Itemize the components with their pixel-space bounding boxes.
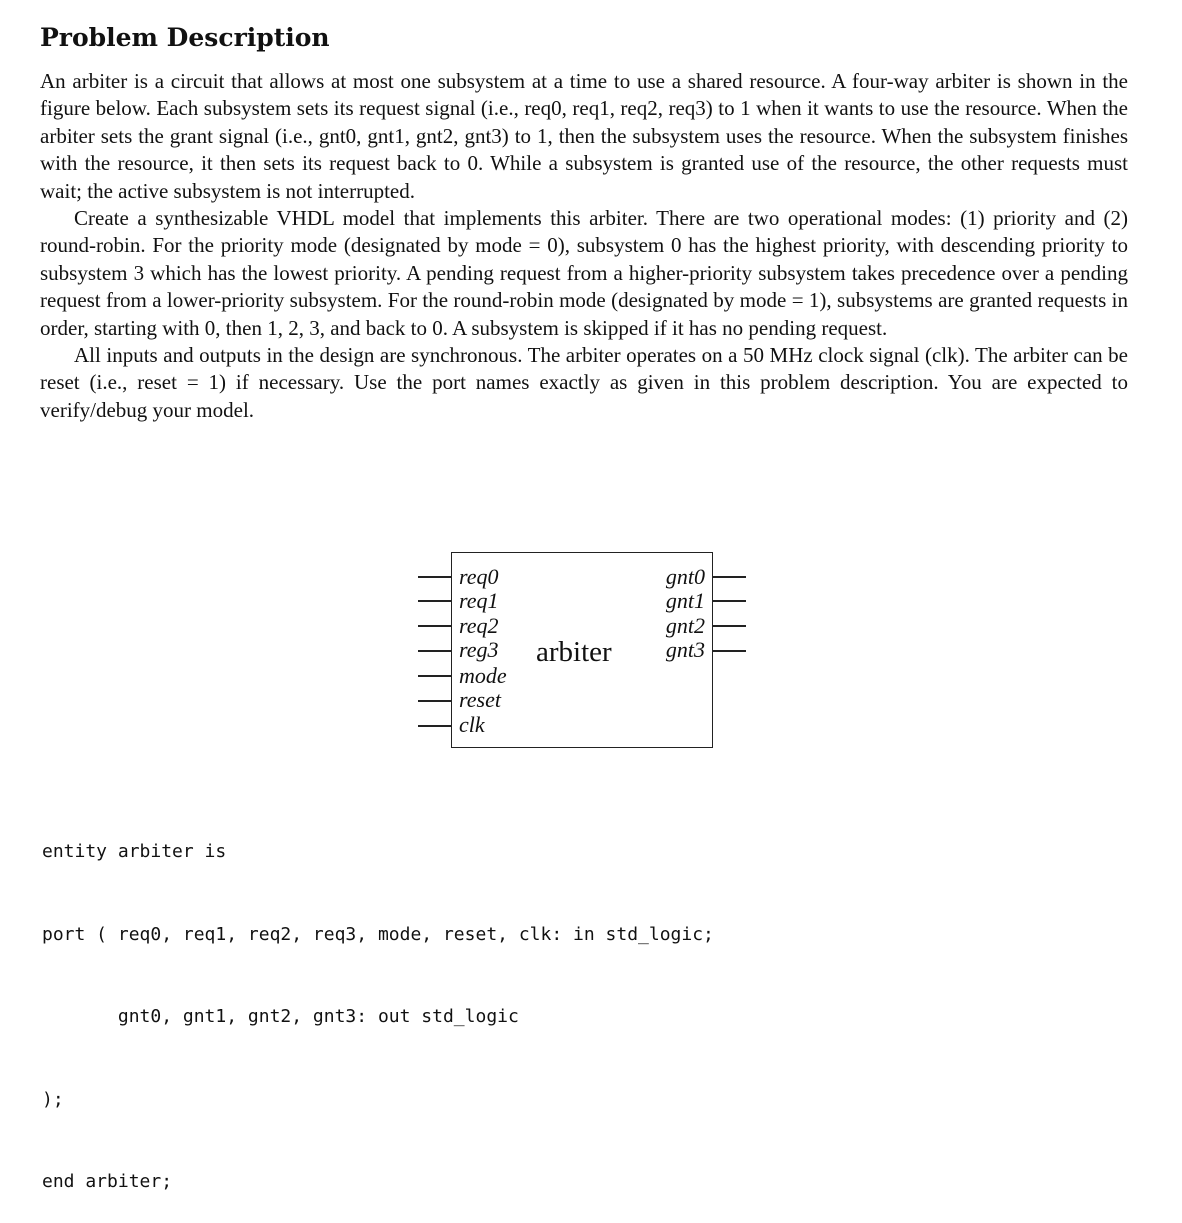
output-wire-gnt0 (713, 576, 746, 578)
code-line: ); (42, 1088, 64, 1110)
input-label-req2: req2 (459, 613, 499, 638)
input-wire-mode (418, 675, 451, 677)
vhdl-entity-code (42, 783, 714, 1223)
input-wire-reset (418, 700, 451, 702)
paragraph-2: Create a synthesizable VHDL model that implements this arbiter. There are two operational modes: (1) priority and (2) round-robin. For the priority mode (designated by mode = 0), subsystem 0 has the highest priority, with descending priority to subsystem 3 which has the lowest priority. A pending request from a higher-priority subsystem takes precedence over a pending request from a lower-priority subsystem. For the round-robin mode (designated by mode = 1), subsystems are granted requests in order, starting with 0, then 1, 2, 3, and back to 0. A subsystem is skipped if it has no pending request. (40, 206, 1128, 340)
input-label-reset: reset (459, 687, 501, 712)
output-label-gnt0: gnt0 (665, 564, 705, 589)
input-label-mode: mode (459, 663, 507, 688)
problem-text (40, 68, 1128, 424)
output-label-gnt1: gnt1 (665, 588, 705, 613)
output-wire-gnt1 (713, 600, 746, 602)
code-line: port ( req0, req1, req2, req3, mode, reset, clk: in std_logic; (42, 923, 714, 945)
code-line: end arbiter; (42, 1171, 173, 1192)
code-line: entity arbiter is (42, 841, 227, 862)
paragraph-3: All inputs and outputs in the design are synchronous. The arbiter operates on a 50 MHz clock signal (clk). The arbiter can be reset (i.e., reset = 1) if necessary. Use the port names exactly as given in this problem description. You are expected to verify/debug your model. (40, 343, 1128, 422)
paragraph-1: An arbiter is a circuit that allows at most one subsystem at a time to use a shared resource. A four-way arbiter is shown in the figure below. Each subsystem sets its request signal (i.e., req0, req1, req2, req3) to 1 when it wants to use the resource. When the arbiter sets the grant signal (i.e., gnt0, gnt1, gnt2, gnt3) to 1, then the subsystem uses the resource. When the subsystem finishes with the resource, it then sets its request back to 0. While a subsystem is granted use of the resource, the other requests must wait; the active subsystem is not interrupted. (40, 69, 1128, 203)
code-line: gnt0, gnt1, gnt2, gnt3: out std_logic (42, 1006, 519, 1027)
input-label-req1: req1 (459, 588, 499, 613)
input-wire-req1 (418, 600, 451, 602)
input-label-req0: req0 (459, 564, 499, 589)
arbiter-box (451, 552, 713, 748)
input-wire-req2 (418, 625, 451, 627)
output-label-gnt3: gnt3 (665, 637, 705, 662)
input-label-req3: reg3 (459, 637, 499, 662)
input-wire-req3 (418, 650, 451, 652)
input-wire-req0 (418, 576, 451, 578)
page-title: Problem Description (40, 23, 330, 52)
input-wire-clk (418, 725, 451, 727)
output-wire-gnt2 (713, 625, 746, 627)
output-wire-gnt3 (713, 650, 746, 652)
block-name-label: arbiter (536, 636, 612, 668)
output-label-gnt2: gnt2 (665, 613, 705, 638)
input-label-clk: clk (459, 712, 485, 737)
